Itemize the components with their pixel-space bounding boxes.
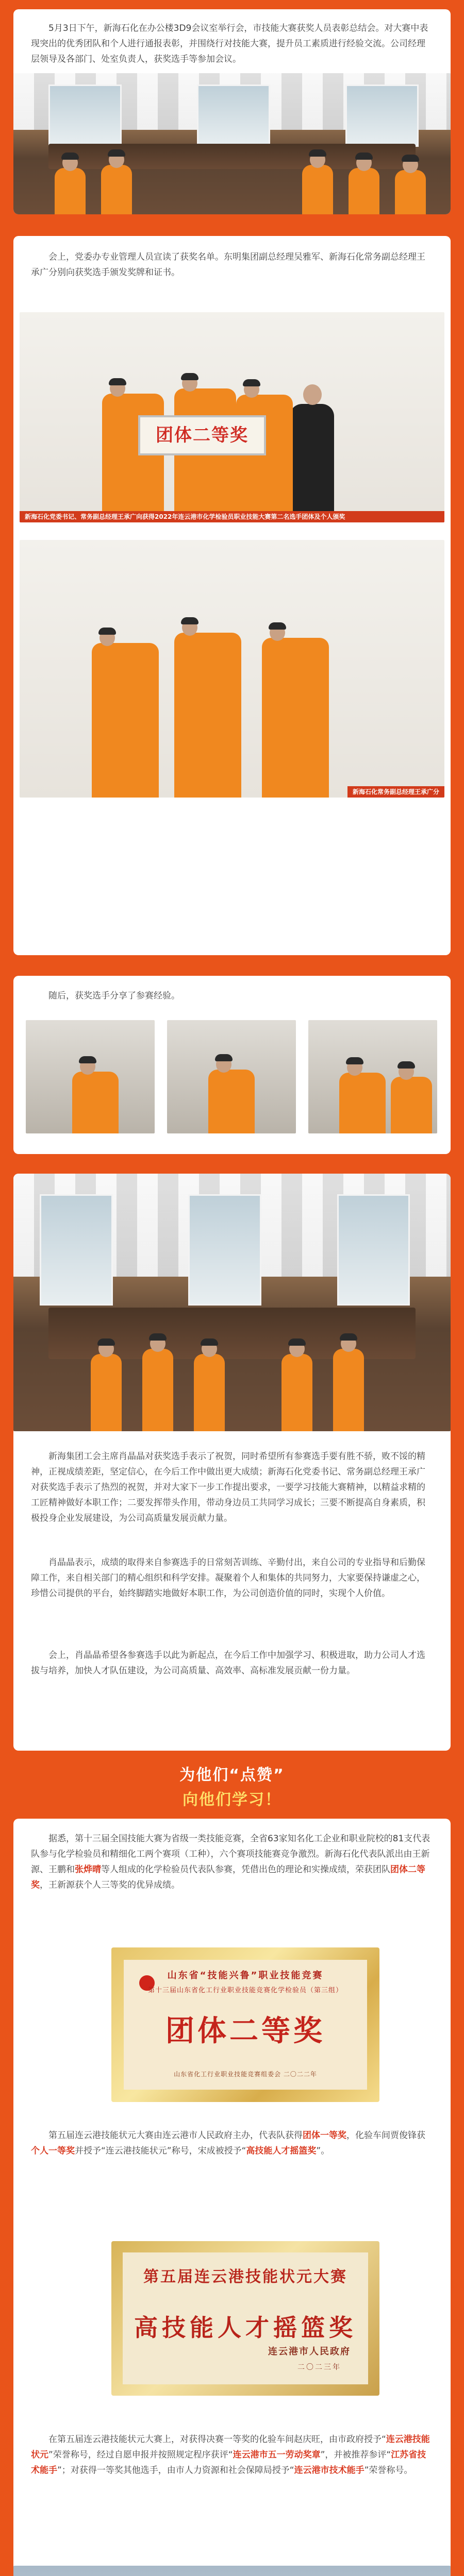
- section-2-card: [13, 236, 451, 955]
- award-2-date: 二〇二三年: [297, 2363, 341, 2371]
- meeting-photo-2: [13, 1174, 451, 1431]
- photo-caption-2: 新海石化常务副总经理王承广分: [347, 786, 444, 798]
- section-3-card: [13, 976, 451, 1154]
- award-photo-2: [20, 540, 444, 798]
- meeting-photo-1: [13, 73, 451, 214]
- section-4-text-3: 会上，肖晶晶希望各参赛选手以此为新起点，在今后工作中加强学习、积极进取，助力公司人才选拔与培养，加快人才队伍建设，为公司高质量、高效率、高标准发展贡献一份力量。: [31, 1650, 425, 1676]
- section-5-text-2: 第五届连云港技能状元大赛由连云港市人民政府主办，代表队获得团体一等奖，化验车间贾俊锋获个人一等奖并授予“连云港技能状元”称号，宋成被授予“高技能人才摇篮奖”。: [31, 2130, 425, 2156]
- praise-title-line-1: 为他们“点赞”: [179, 1766, 285, 1784]
- award-2-org: 连云港市人民政府: [268, 2346, 351, 2357]
- praise-title: [139, 1762, 325, 1809]
- section-4-text-2: 肖晶晶表示，成绩的取得来自参赛选手的日常刻苦训练、辛勤付出，来自公司的专业指导和后勤保障工作，来自相关部门的精心组织和科学安排。凝聚着个人和集体的共同努力，大家要保持谦虚之心，珍惜公司提供的平台，始终脚踏实地做好本职工作，为公司创造价值的同时，实现个人价值。: [31, 1557, 425, 1599]
- award-certificate-1: [111, 1947, 379, 2102]
- section-4-text: 新海集团工会主席肖晶晶对获奖选手表示了祝贺，同时希望所有参赛选手要有胜不骄，败不馁的精神，正视成绩差距，坚定信心，在今后工作中做出更大成绩；新海石化党委书记、常务副总经理王承广对获奖选手表示了热烈的祝贺，并对大家下一步工作提出要求，一要学习技能大赛精神，以精益求精的工匠精神做好本职工作；二要发挥带头作用，带动身边员工共同学习成长；三要不断提高自身素质，积极投身企业发展建设，为公司高质量发展贡献力量。: [31, 1451, 425, 1523]
- award-photo-1: [20, 312, 444, 522]
- section-5-card: [13, 1819, 451, 2576]
- speaker-photo-1: [26, 1020, 155, 1133]
- section-5-text-3: 在第五届连云港技能状元大赛上，对获得决赛一等奖的化验车间赵庆旺，由市政府授予“连云港技能状元”荣誉称号，经过自愿申报并按照规定程序获评“连云港市五一劳动奖章”，并被推荐参评“江苏省技术能手”；对获得一等奖其他选手，由市人力资源和社会保障局授予“连云港市技术能手”荣誉称号。: [31, 2434, 430, 2476]
- award-1-foot: 山东省化工行业职业技能竞赛组委会 二〇二二年: [174, 2071, 317, 2078]
- plant-photo: [13, 2566, 451, 2576]
- award-certificate-2: [111, 2241, 379, 2396]
- photo-caption-1: 新海石化党委书记、常务副总经理王承广向获得2022年连云港市化学检验员职业技能大赛第二名选手团体及个人颁奖: [20, 511, 444, 522]
- award-1-sub: 第十三届山东省化工行业职业技能竞赛化学检验员（第三组）: [147, 1987, 343, 1994]
- section-5-text-1: 据悉，第十三届全国技能大赛为省级一类技能竞赛，全省63家知名化工企业和职业院校的81支代表队参与化学检验员和精细化工两个赛项（工种），六个赛项技能赛竞争激烈。新海石化代表队派出由王新源、王鹏和张烨晴等人组成的化学检验员代表队参赛，凭借出色的理论和实操成绩，荣获团队团体二等奖，王新源获个人三等奖的优异成绩。: [31, 1834, 430, 1890]
- award-2-title: 高技能人才摇篮奖: [134, 2314, 357, 2342]
- award-plaque-1: 团体二等奖: [138, 415, 266, 455]
- section-4-card: [13, 1174, 451, 1751]
- award-1-title: 团体二等奖: [165, 2014, 325, 2048]
- speaker-photo-2: [167, 1020, 296, 1133]
- section-1-card: [13, 9, 451, 214]
- award-1-head: 山东省“技能兴鲁”职业技能竞赛: [167, 1970, 324, 1981]
- section-2-text: 会上，党委办专业管理人员宣读了获奖名单。东明集团副总经理吴雅军、新海石化常务副总经理王承广分别向获奖选手颁发奖牌和证书。: [31, 252, 425, 278]
- praise-title-line-2: 向他们学习！: [183, 1791, 281, 1809]
- speaker-photo-3: [308, 1020, 437, 1133]
- section-3-text: 随后，获奖选手分享了参赛经验。: [48, 991, 180, 1001]
- award-2-head: 第五届连云港技能状元大赛: [143, 2268, 347, 2286]
- section-1-text: 5月3日下午，新海石化在办公楼3D9会议室举行会，市技能大赛获奖人员表彰总结会。对大赛中表现突出的优秀团队和个人进行通报表彰，并围绕行对技能大赛，提升员工素质进行经验交流。公司经理层领导及各部门、处室负责人，获奖选手等参加会议。: [31, 23, 428, 64]
